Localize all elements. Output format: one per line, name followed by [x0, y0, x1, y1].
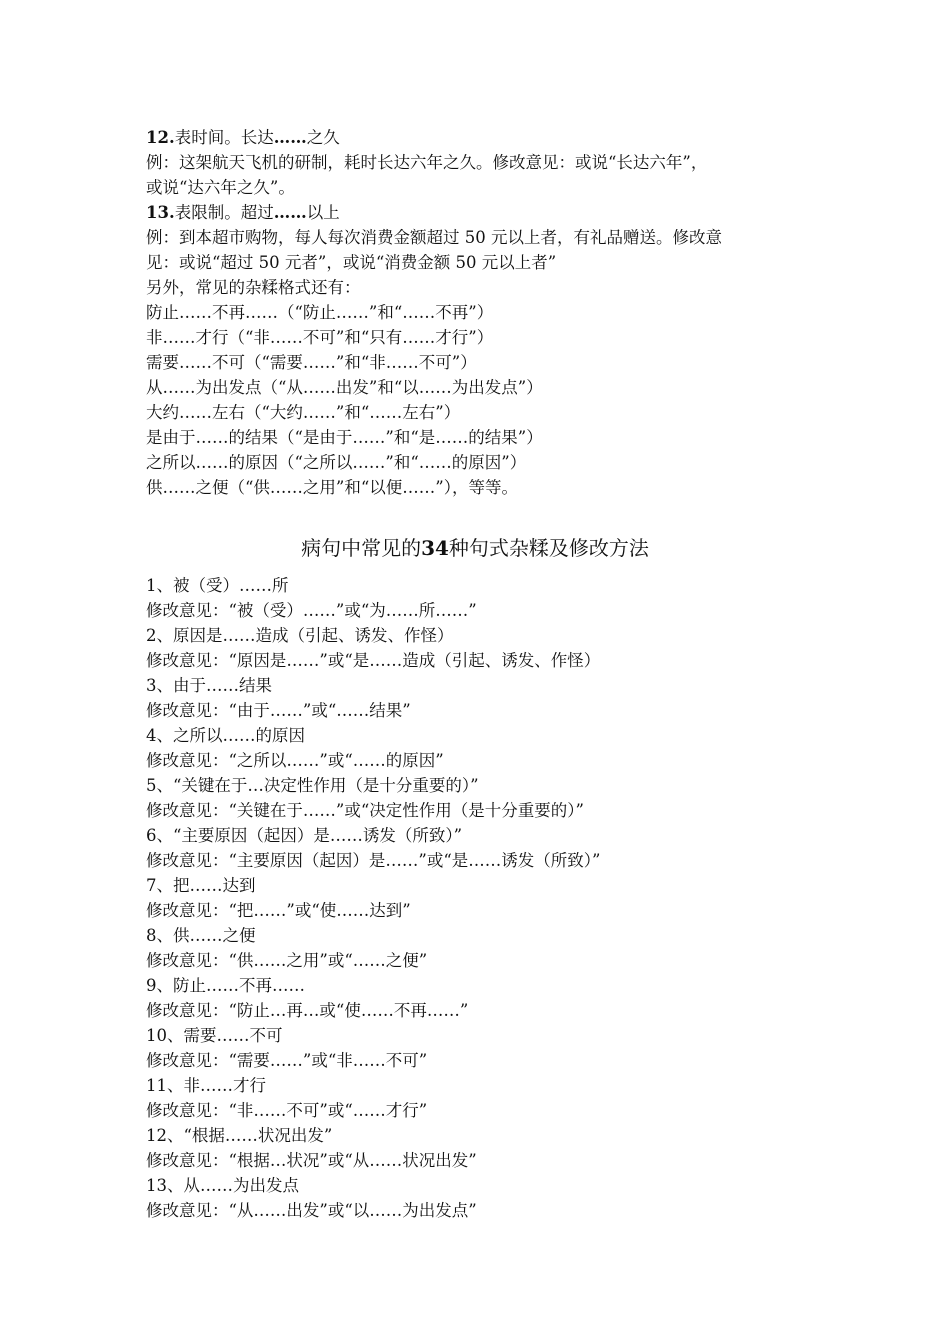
other-format-line: 防止……不再……（“防止……”和“……不再”）	[146, 303, 494, 322]
list-item: 2、原因是……造成（引起、诱发、作怪）	[146, 626, 454, 645]
other-format-line: 之所以……的原因（“之所以……”和“……的原因”）	[146, 453, 527, 472]
list-item: 修改意见：“供……之用”或“……之便”	[146, 951, 428, 970]
other-format-line: 供……之便（“供……之用”和“以便……”），等等。	[146, 478, 518, 497]
list-item: 12、“根据……状况出发”	[146, 1126, 333, 1145]
list-item: 修改意见：“从……出发”或“以……为出发点”	[146, 1201, 477, 1220]
other-format-line: 从……为出发点（“从……出发”和“以……为出发点”）	[146, 378, 543, 397]
list-item: 8、供……之便	[146, 926, 256, 945]
section-2-title: 病句中常见的34种句式杂糅及修改方法	[301, 536, 649, 560]
list-item: 修改意见：“关键在于……”或“决定性作用（是十分重要的）”	[146, 801, 584, 820]
list-item: 9、防止……不再……	[146, 976, 305, 995]
other-format-line: 是由于……的结果（“是由于……”和“是……的结果”）	[146, 428, 543, 447]
list-item: 修改意见：“非……不可”或“……才行”	[146, 1101, 428, 1120]
list-item: 修改意见：“由于……”或“……结果”	[146, 701, 411, 720]
list-item: 修改意见：“主要原因（起因）是……”或“是……诱发（所致）”	[146, 851, 601, 870]
list-item: 4、之所以……的原因	[146, 726, 305, 745]
list-item: 13、从……为出发点	[146, 1176, 299, 1195]
item-12-example-line: 或说“达六年之久”。	[146, 178, 295, 197]
list-item: 7、把……达到	[146, 876, 256, 895]
other-formats-intro: 另外，常见的杂糅格式还有：	[146, 278, 361, 297]
list-item: 修改意见：“原因是……”或“是……造成（引起、诱发、作怪）	[146, 651, 601, 670]
list-item: 修改意见：“之所以……”或“……的原因”	[146, 751, 444, 770]
list-item: 修改意见：“把……”或“使……达到”	[146, 901, 411, 920]
other-format-line: 非……才行（“非……不可”和“只有……才行”）	[146, 328, 494, 347]
list-item: 1、被（受）……所	[146, 576, 289, 595]
item-12-heading: 12.表时间。长达……之久	[146, 128, 340, 147]
item-13-example-line: 见：或说“超过 50 元者”，或说“消费金额 50 元以上者”	[146, 253, 557, 272]
list-item: 11、非……才行	[146, 1076, 266, 1095]
other-format-line: 大约……左右（“大约……”和“……左右”）	[146, 403, 461, 422]
list-item: 修改意见：“根据…状况”或“从……状况出发”	[146, 1151, 477, 1170]
item-13-heading: 13.表限制。超过……以上	[146, 203, 340, 222]
list-item: 修改意见：“被（受）……”或“为……所……”	[146, 601, 477, 620]
list-item: 修改意见：“需要……”或“非……不可”	[146, 1051, 428, 1070]
list-item: 3、由于……结果	[146, 676, 272, 695]
section-2	[146, 573, 826, 1223]
list-item: 10、需要……不可	[146, 1026, 283, 1045]
other-format-line: 需要……不可（“需要……”和“非……不可”）	[146, 353, 477, 372]
item-12-example-line: 例：这架航天飞机的研制，耗时长达六年之久。修改意见：或说“长达六年”，	[146, 153, 708, 172]
list-item: 6、“主要原因（起因）是……诱发（所致）”	[146, 826, 463, 845]
section-1	[146, 125, 826, 500]
list-item: 修改意见：“防止…再…或“使……不再……”	[146, 1001, 469, 1020]
list-item: 5、“关键在于…决定性作用（是十分重要的）”	[146, 776, 479, 795]
item-13-example-line: 例：到本超市购物，每人每次消费金额超过 50 元以上者，有礼品赠送。修改意	[146, 228, 722, 247]
